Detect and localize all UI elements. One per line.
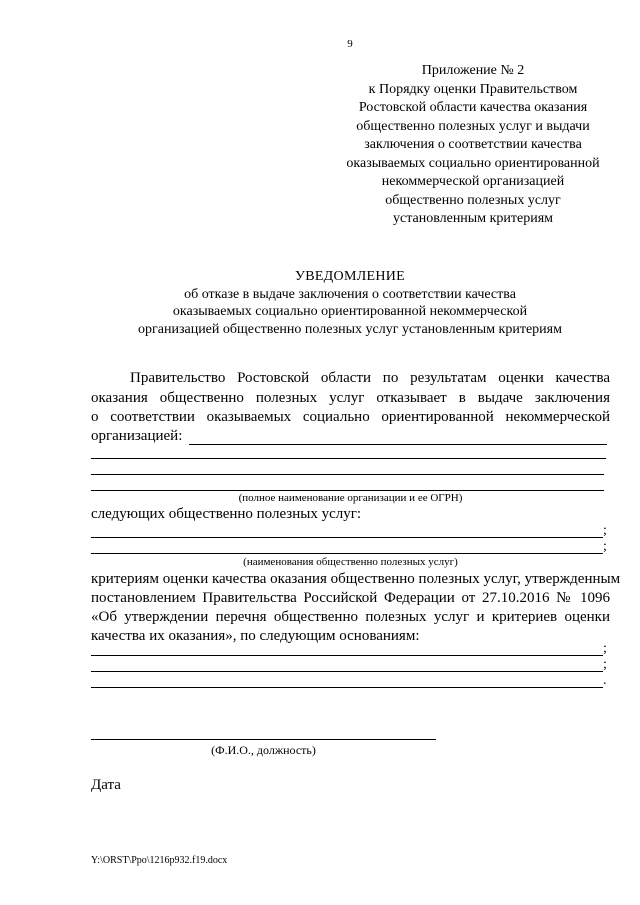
services-caption: (наименования общественно полезных услуг)	[243, 556, 458, 568]
appendix-line: установленным критериям	[392, 211, 553, 226]
grounds-blank-line	[91, 655, 603, 656]
body-paragraph-line: о соответствии оказываемых социально ориентированной некоммерческой	[91, 409, 610, 425]
body-paragraph-line: Правительство Ростовской области по результатам оценки качества	[130, 370, 610, 386]
footer-file-path: Y:\ORST\Ppo\1216p932.f19.docx	[91, 855, 228, 866]
appendix-line: оказываемых социально ориентированной	[346, 155, 600, 171]
body-paragraph-line: оказания общественно полезных услуг отказывает в выдаче заключения	[91, 390, 610, 406]
grounds-blank-line	[91, 671, 603, 672]
line-end-semicolon: ;	[603, 657, 607, 672]
body-paragraph-line: качества их оказания», по следующим основаниям:	[91, 628, 420, 644]
appendix-line: общественно полезных услуг и выдачи	[356, 118, 590, 134]
appendix-line: Ростовской области качества оказания	[358, 100, 588, 115]
appendix-line: некоммерческой организацией	[381, 174, 565, 189]
grounds-blank-line	[91, 687, 603, 688]
line-end-semicolon: ;	[603, 523, 607, 538]
date-label: Дата	[91, 777, 121, 793]
services-label: следующих общественно полезных услуг:	[91, 506, 362, 522]
organization-caption: (полное наименование организации и ее ОГРН)	[238, 492, 463, 504]
doc-heading: УВЕДОМЛЕНИЕ	[294, 269, 406, 284]
appendix-line: заключения о соответствии качества	[364, 137, 582, 152]
organization-label: организацией:	[91, 428, 183, 444]
body-paragraph-line: критериям оценки качества оказания общественно полезных услуг, утвержденным	[91, 571, 621, 587]
organization-blank-line	[91, 490, 604, 491]
doc-subtitle-line: об отказе в выдаче заключения о соответствии качества	[184, 286, 516, 302]
appendix-line: Приложение № 2	[421, 63, 525, 78]
line-end-period: .	[603, 673, 607, 688]
body-paragraph-line: постановлением Правительства Российской Федерации от 27.10.2016 № 1096	[91, 590, 610, 606]
appendix-line: к Порядку оценки Правительством	[368, 81, 578, 97]
doc-subtitle-line: организацией общественно полезных услуг установленным критериям	[138, 321, 562, 337]
services-blank-line	[91, 537, 603, 538]
signature-caption: (Ф.И.О., должность)	[211, 743, 316, 757]
appendix-header	[328, 62, 618, 229]
line-end-semicolon: ;	[603, 539, 607, 554]
organization-blank-line	[91, 458, 606, 459]
signature-line	[91, 739, 436, 740]
organization-blank-line	[91, 474, 604, 475]
services-blank-line	[91, 553, 603, 554]
line-end-semicolon: ;	[603, 641, 607, 656]
doc-subtitle-line: оказываемых социально ориентированной некоммерческой	[172, 304, 528, 319]
appendix-line: общественно полезных услуг	[385, 192, 561, 208]
body-paragraph-line: «Об утверждении перечня общественно полезных услуг и критериев оценки	[91, 609, 610, 625]
notice-title	[0, 268, 640, 338]
page-number: 9	[347, 38, 353, 50]
organization-blank-line	[189, 444, 607, 445]
